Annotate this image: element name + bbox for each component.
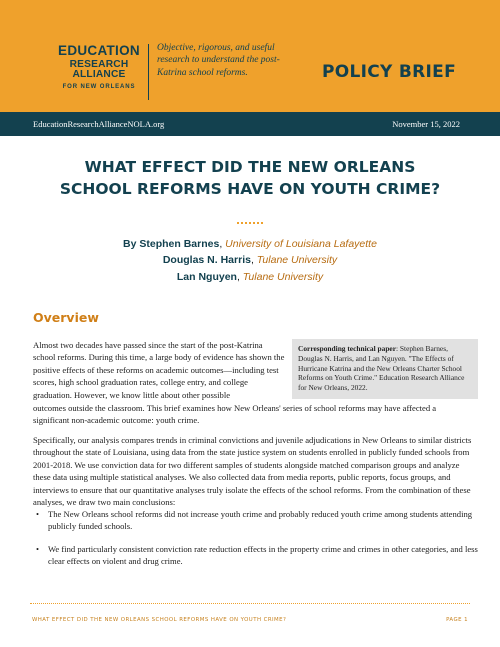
publication-date: November 15, 2022 <box>392 119 460 129</box>
author-affiliation: University of Louisiana Lafayette <box>225 238 377 250</box>
overview-paragraph-2: Specifically, our analysis compares trends in criminal convictions and juvenile adjudications in New Orleans to similar districts throughout the state of Louisiana, using data from the state justice system on students enrolled in publicly funded schools from 2001-2018. We use conviction data for two different samples of students alongside matched comparison groups and analyze these data using multiple statistical analyses. We also collected data from media reports, public reports, focus groups, and interviews to ensure that our quantitative analyses truly isolate the effects of the school reforms. From the combination of these analyses, we draw two main conclusions: <box>33 435 472 507</box>
author-name: Lan Nguyen <box>176 270 237 283</box>
footer-title: WHAT EFFECT DID THE NEW ORLEANS SCHOOL REFORMS HAVE ON YOUTH CRIME? <box>32 617 287 623</box>
list-item <box>33 508 478 533</box>
overview-paragraph-1: Almost two decades have passed since the start of the post-Katrina school reforms. During this time, a large body of evidence has shown the positive effects of these reforms on academic outcomes—including test scores, high school graduation rates, college entry, and college graduation. However, we know little about other possible <box>33 340 285 400</box>
bullet-icon: • <box>36 509 40 519</box>
author-entry: By Stephen Barnes, University of Louisiana Lafayette <box>123 238 377 250</box>
title-line-1: WHAT EFFECT DID THE NEW ORLEANS <box>84 158 416 176</box>
author-list <box>0 236 500 285</box>
org-logo <box>50 44 148 90</box>
author-name: Douglas N. Harris <box>162 254 251 267</box>
logo-line-2: RESEARCH ALLIANCE <box>69 58 129 80</box>
bullet-icon: • <box>36 543 40 554</box>
bullet-text: We find particularly consistent conviction rate reduction effects in the property crime and crimes in other categories, and less clear effects on violent and drug crime. <box>48 543 478 567</box>
page-number: PAGE 1 <box>446 617 468 623</box>
document-type-label: POLICY BRIEF <box>322 62 456 82</box>
author-entry: Douglas N. Harris, Tulane University <box>162 254 338 267</box>
conclusions-list <box>33 508 478 578</box>
author-entry: Lan Nguyen, Tulane University <box>176 270 324 283</box>
header-divider <box>148 44 149 100</box>
callout-label: Corresponding technical paper <box>298 344 396 353</box>
callout-text: : Stephen Barnes, Douglas N. Harris, and Lan Nguyen. "The Effects of Hurricane Katrina and the New Orleans Charter School Reforms on Youth Crime." Education Research Alliance for New Orleans, 2022. <box>298 344 465 393</box>
technical-paper-callout <box>292 339 478 399</box>
org-tagline: Objective, rigorous, and useful research to understand the post-Katrina school reforms. <box>157 43 280 78</box>
bullet-text: The New Orleans school reforms did not increase youth crime and probably reduced youth crime among students attending publicly funded schools. <box>48 509 473 532</box>
page-title <box>40 156 460 200</box>
author-affiliation: Tulane University <box>256 254 338 267</box>
website-link[interactable]: EducationResearchAllianceNOLA.org <box>33 119 165 129</box>
list-item <box>33 543 478 568</box>
info-bar <box>0 112 500 136</box>
logo-line-1: EDUCATION <box>58 43 140 58</box>
author-affiliation: Tulane University <box>242 270 324 283</box>
section-heading-overview: Overview <box>33 310 99 325</box>
author-name: By Stephen Barnes <box>123 238 220 250</box>
header-banner <box>0 0 500 112</box>
overview-paragraph-1-continued: outcomes outside the classroom. This brief examines how New Orleans' series of school reforms may have affected a significant non-academic outcome: youth crime. <box>33 403 437 426</box>
logo-line-3: FOR NEW ORLEANS <box>62 83 136 90</box>
footer-divider <box>30 603 470 604</box>
title-line-2: SCHOOL REFORMS HAVE ON YOUTH CRIME? <box>59 180 441 198</box>
title-divider-dots <box>237 222 263 224</box>
